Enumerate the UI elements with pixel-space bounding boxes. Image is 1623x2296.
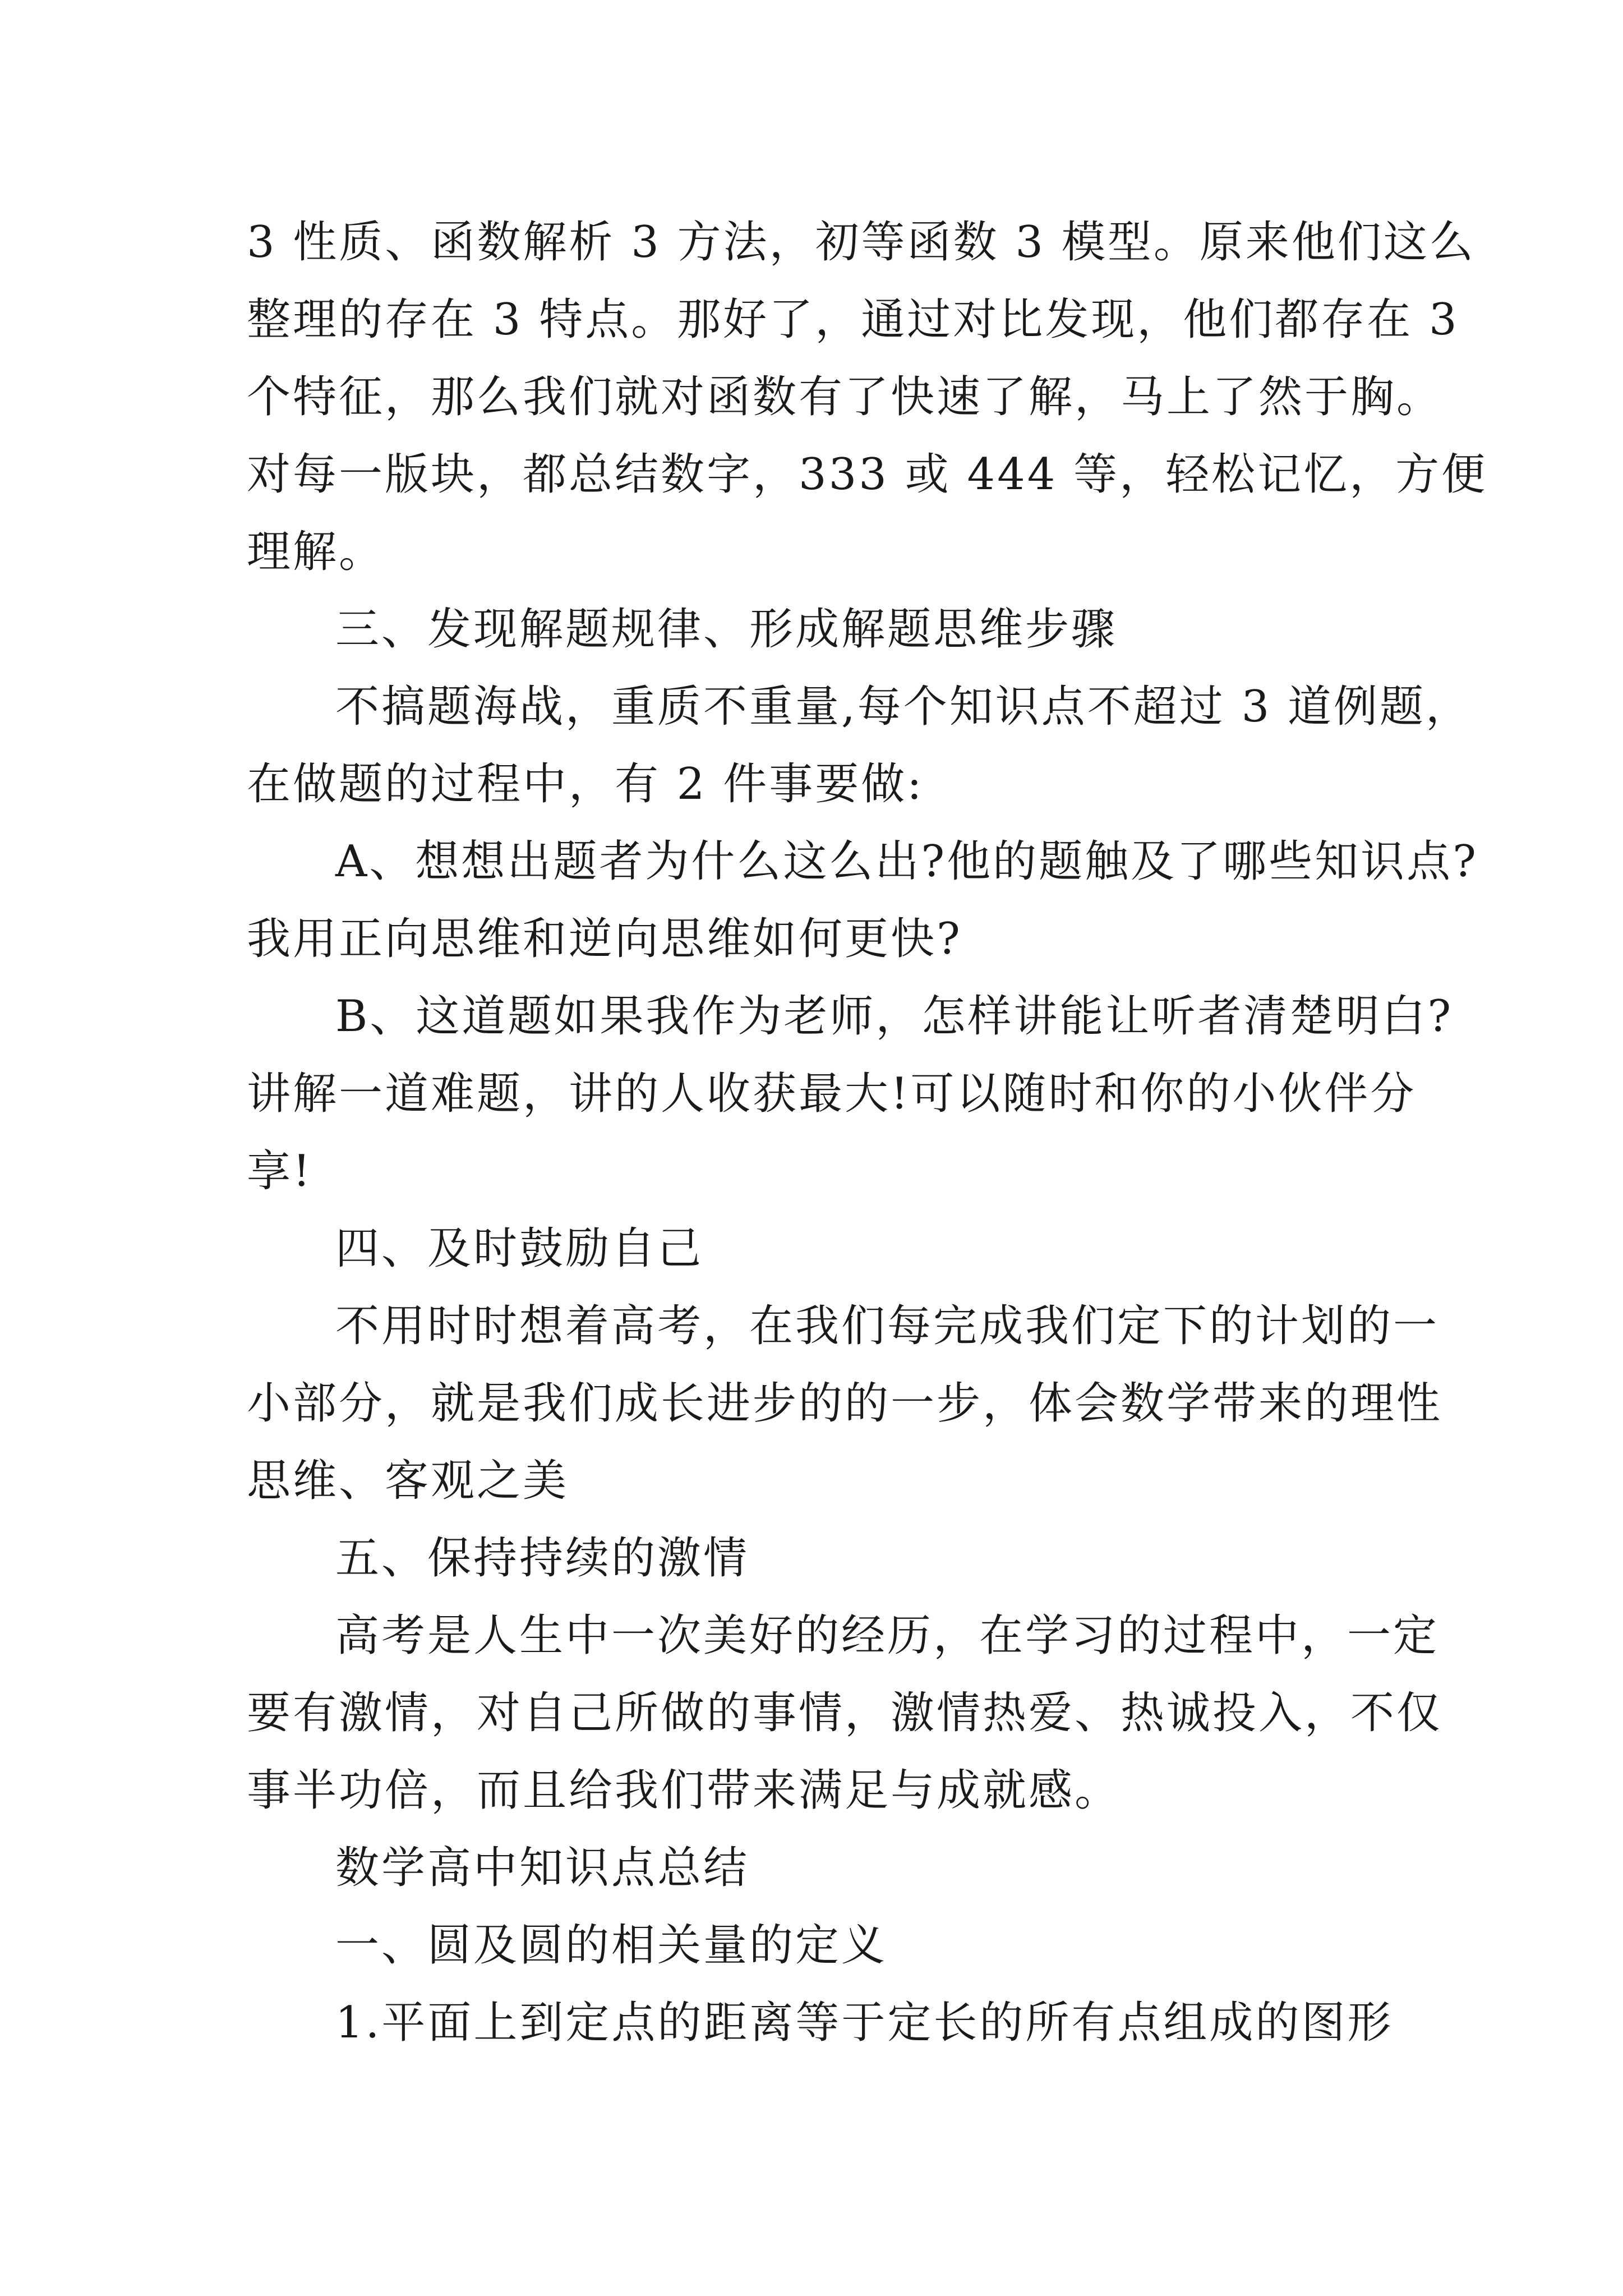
section-heading: 一、圆及圆的相关量的定义 xyxy=(335,1920,888,1971)
paragraph-first-line: B、这道题如果我作为老师，怎样讲能让听者清楚明白? xyxy=(335,991,1454,1042)
section-heading: 数学高中知识点总结 xyxy=(335,1843,750,1893)
section-heading: 三、发现解题规律、形成解题思维步骤 xyxy=(335,604,1118,655)
text-line: 思维、客观之美 xyxy=(247,1456,569,1506)
paragraph-first-line: 不搞题海战，重质不重量,每个知识点不超过 3 道例题， xyxy=(335,682,1472,732)
text-line: 小部分，就是我们成长进步的的一步，体会数学带来的理性 xyxy=(247,1378,1443,1429)
text-line: 事半功倍，而且给我们带来满足与成就感。 xyxy=(247,1765,1121,1816)
text-line: 个特征，那么我们就对函数有了快速了解，马上了然于胸。 xyxy=(247,372,1443,422)
text-line: 在做题的过程中，有 2 件事要做: xyxy=(247,759,924,809)
text-line: 整理的存在 3 特点。那好了，通过对比发现，他们都存在 3 xyxy=(247,295,1459,345)
text-line: 3 性质、函数解析 3 方法，初等函数 3 模型。原来他们这么 xyxy=(247,217,1476,268)
paragraph-first-line: A、想想出题者为什么这么出?他的题触及了哪些知识点? xyxy=(335,836,1478,887)
paragraph-first-line: 1.平面上到定点的距离等于定长的所有点组成的图形 xyxy=(335,1998,1394,2048)
text-line: 对每一版块，都总结数字，333 或 444 等，轻松记忆，方便 xyxy=(247,449,1488,500)
text-line: 讲解一道难题，讲的人收获最大!可以随时和你的小伙伴分 xyxy=(247,1069,1417,1119)
paragraph-first-line: 高考是人生中一次美好的经历，在学习的过程中，一定 xyxy=(335,1611,1440,1661)
section-heading: 四、及时鼓励自己 xyxy=(335,1223,704,1274)
section-heading: 五、保持持续的激情 xyxy=(335,1533,750,1584)
text-line: 享! xyxy=(247,1146,313,1197)
text-line: 我用正向思维和逆向思维如何更快? xyxy=(247,914,962,964)
text-line: 要有激情，对自己所做的事情，激情热爱、热诚投入，不仅 xyxy=(247,1688,1443,1738)
text-line: 理解。 xyxy=(247,527,385,577)
paragraph-first-line: 不用时时想着高考，在我们每完成我们定下的计划的一 xyxy=(335,1301,1440,1351)
